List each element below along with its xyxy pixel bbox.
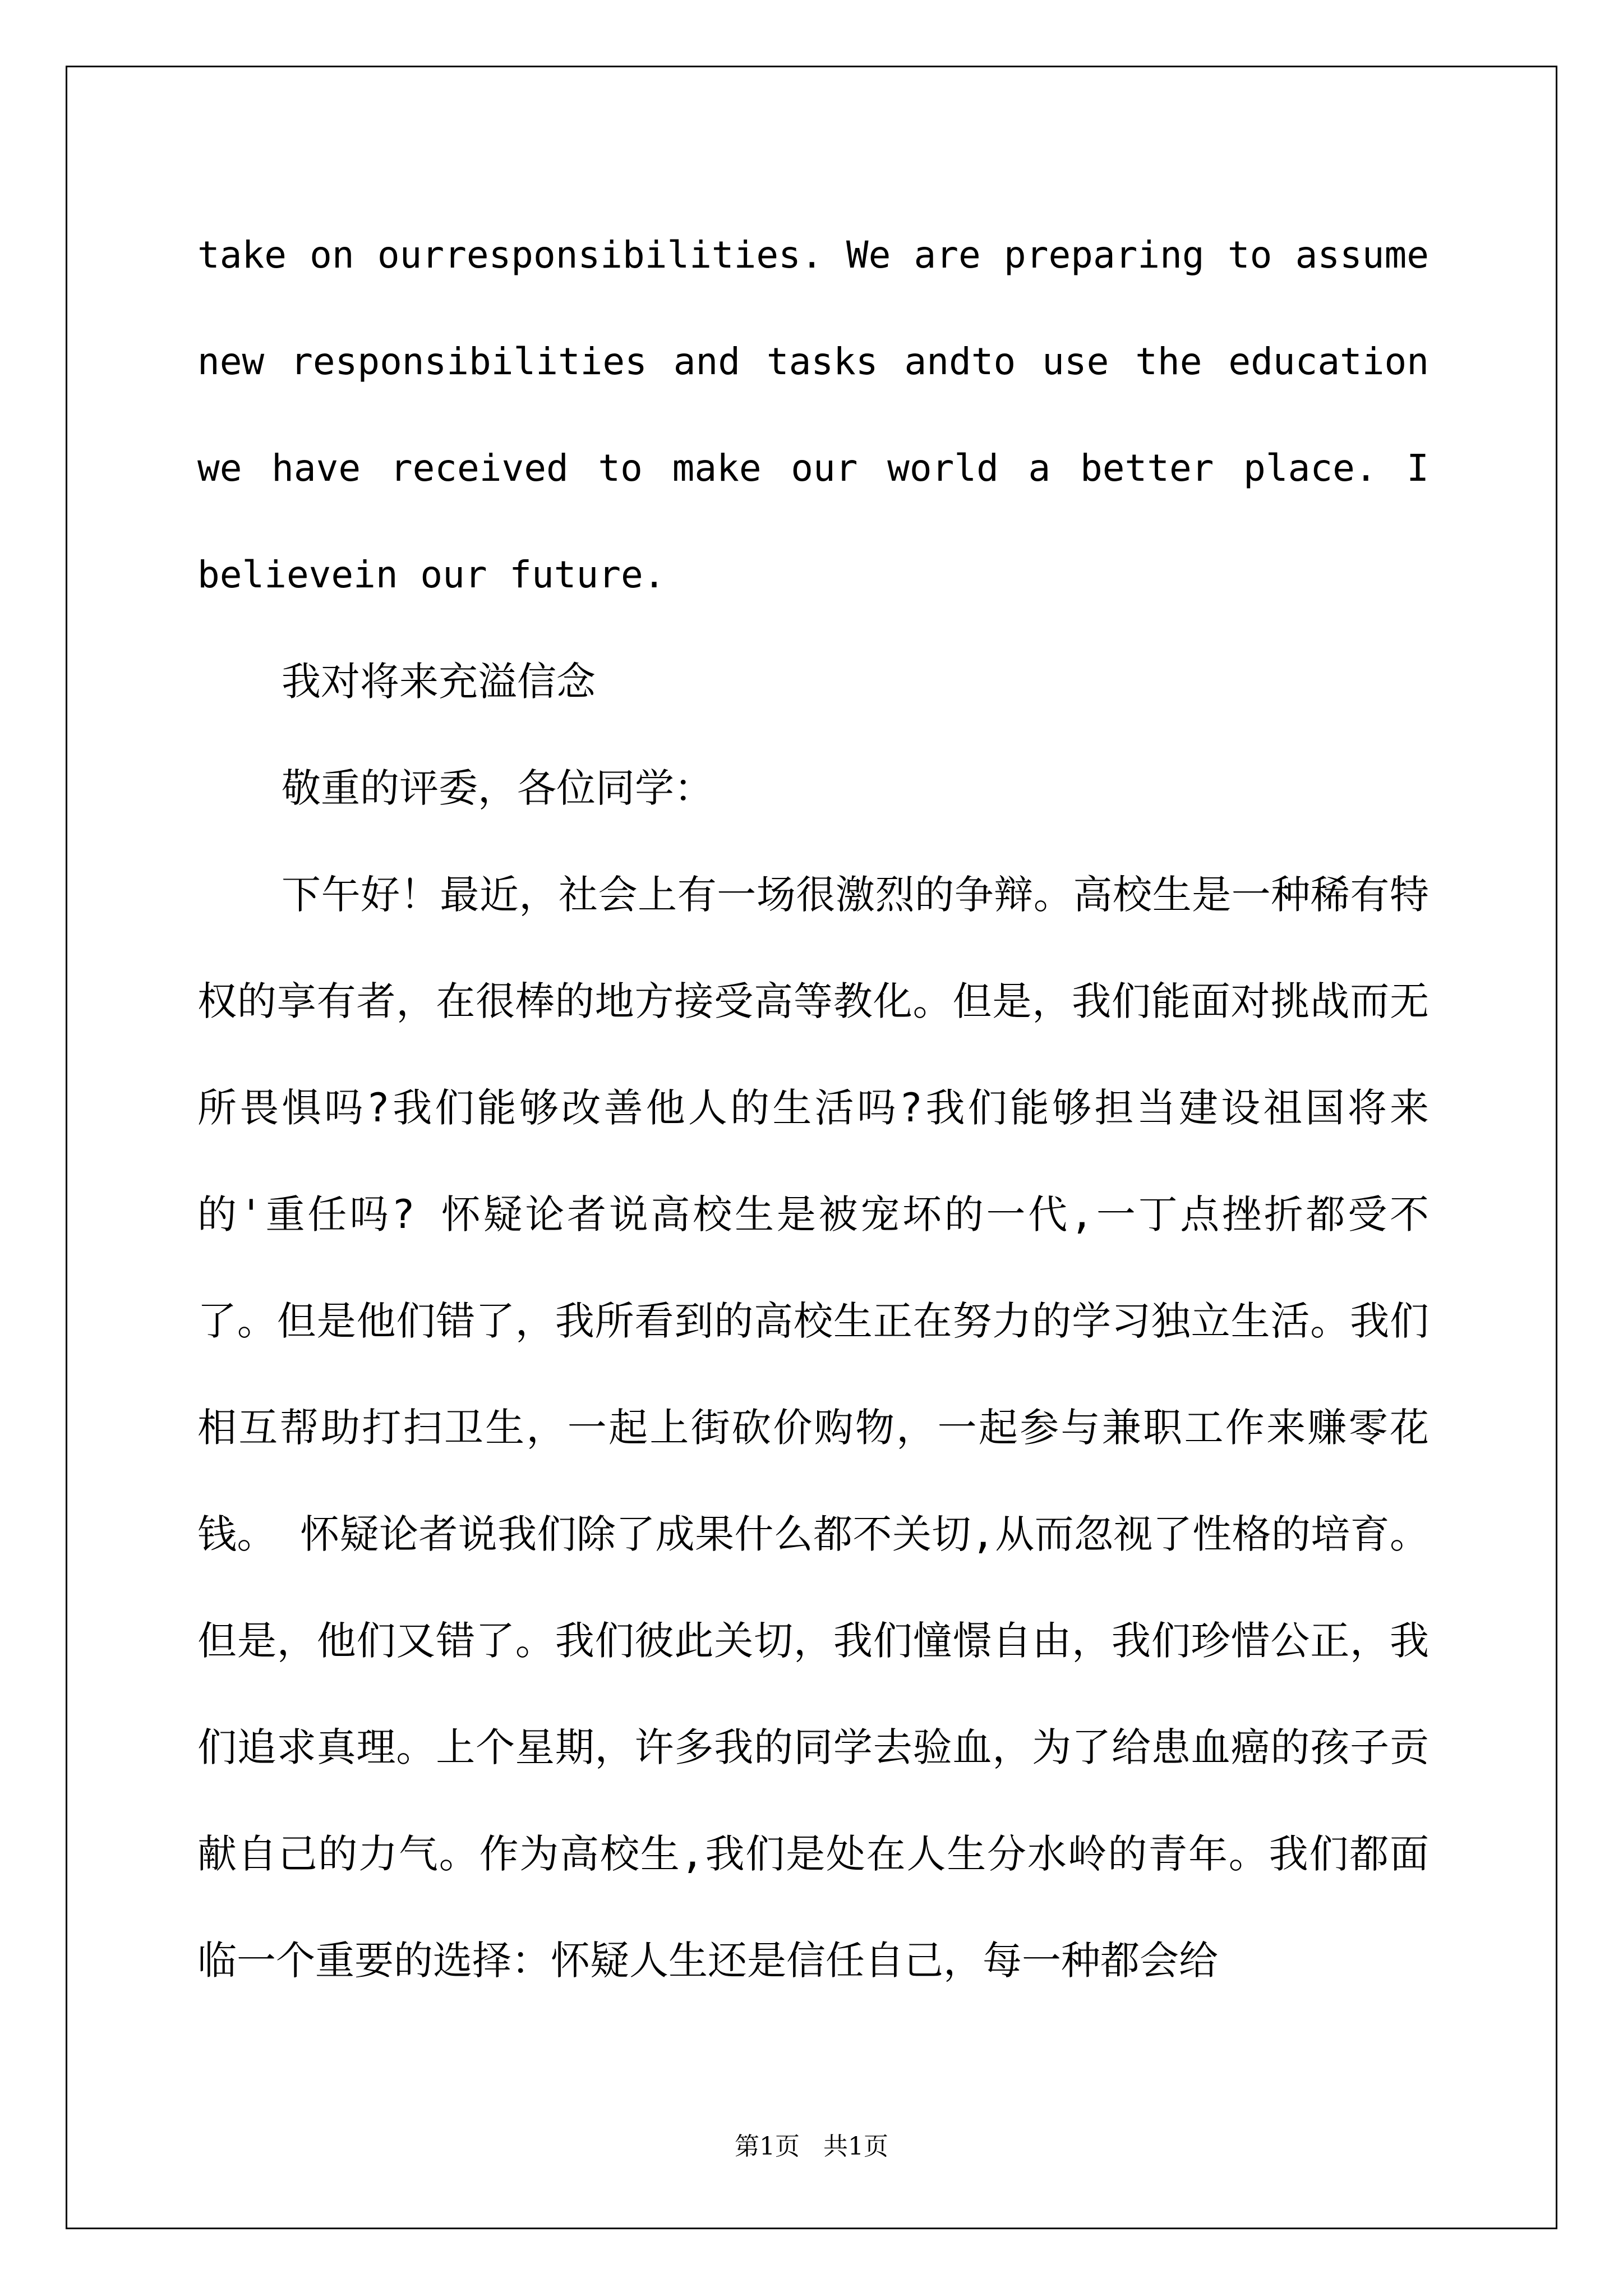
- speech-body-paragraph: 下午好！最近，社会上有一场很激烈的争辩。高校生是一种稀有特权的享有者，在很棒的地方接受高等教化。但是，我们能面对挑战而无所畏惧吗?我们能够改善他人的生活吗?我们能够担当建设祖国将来的'重任吗? 怀疑论者说高校生是被宠坏的一代,一丁点挫折都受不了。但是他们错了，我所看到的高校生正在努力的学习独立生活。我们相互帮助打扫卫生，一起上街砍价购物，一起参与兼职工作来赚零花钱。 怀疑论者说我们除了成果什么都不关切,从而忽视了性格的培育。但是，他们又错了。我们彼此关切，我们憧憬自由，我们珍惜公正，我们追求真理。上个星期，许多我的同学去验血，为了给患血癌的孩子贡献自己的力气。作为高校生,我们是处在人生分水岭的青年。我们都面临一个重要的选择：怀疑人生还是信任自己，每一种都会给: [197, 872, 1429, 1984]
- speech-title: 我对将来充溢信念: [282, 659, 596, 705]
- page-footer: [0, 2126, 1623, 2162]
- page-number: 第1页: [735, 2132, 800, 2161]
- speech-salutation: 敬重的评委，各位同学：: [282, 765, 713, 811]
- page-total: 共1页: [823, 2132, 888, 2161]
- paragraph-english-closing: take on ourresponsibilities. We are preparing to assume new responsibilities and tasks andto use the education we have received to make our world a better place. I believein our future.: [197, 233, 1429, 596]
- document-body: [197, 202, 1429, 2014]
